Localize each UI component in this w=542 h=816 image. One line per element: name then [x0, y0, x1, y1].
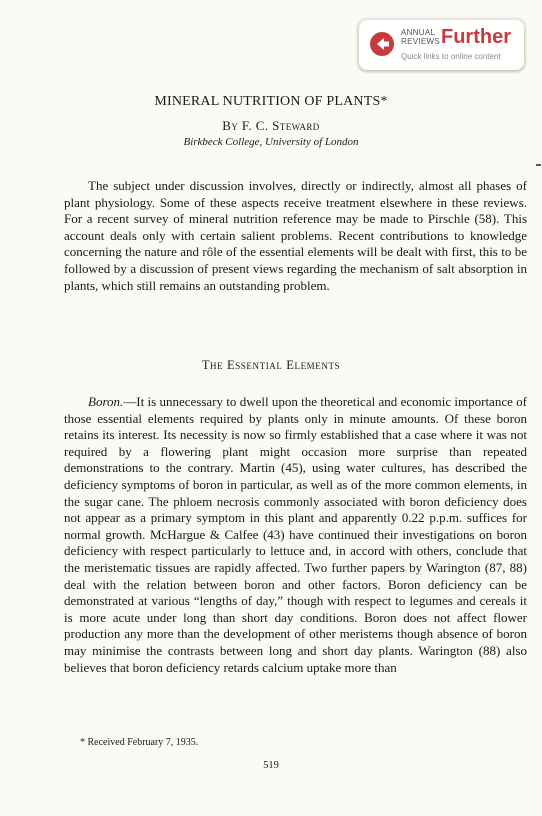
footnote: * Received February 7, 1935.: [80, 737, 199, 748]
badge-subtitle: Quick links to online content: [401, 52, 501, 61]
boron-run-in-heading: Boron.: [88, 394, 124, 409]
further-links-badge[interactable]: [359, 20, 524, 70]
author-affiliation: Birkbeck College, University of London: [183, 136, 359, 148]
boron-paragraph: [64, 394, 527, 676]
article-author: By F. C. Steward: [222, 118, 320, 133]
badge-reviews-label: REVIEWS: [401, 37, 440, 46]
article-title: MINERAL NUTRITION OF PLANTS*: [154, 94, 388, 109]
intro-paragraph: The subject under discussion involves, directly or indirectly, almost all phases of plant physiology. Some of these aspects receive treatment elsewhere in these reviews. For a recent survey of mineral nutrition reference may be made to Pirschle (58). This account deals only with certain salient problems. Recent contributions to knowledge concerning the nature and rôle of the essential elements will be dealt with first, this to be followed by a discussion of present views regarding the mechanism of salt absorption in plants, which still remains an outstanding problem.: [64, 178, 527, 293]
section-heading: The Essential Elements: [201, 358, 341, 372]
page-number: 519: [263, 760, 279, 771]
margin-mark: [536, 164, 541, 166]
further-arrow-icon: [369, 31, 395, 57]
boron-body-text: —It is unnecessary to dwell upon the theoretical and economic importance of those essential elements required by plants only in minute amounts. Of these boron retains its interest. Its necessity is now so firmly established that a case where it was not required by a flowering plant might occasion more surprise than repeated demonstrations to the contrary. Martin (45), using water cultures, has described the deficiency symptoms of boron in particular, as well as of the more common elements, in the sugar cane. The phloem necrosis commonly associated with boron deficiency does not appear as a primary symptom in this plant and apparently 0.22 p.p.m. suffices for normal growth. McHargue & Calfee (43) have continued their investigations on boron deficiency with respect particularly to lettuce and, in accord with others, conclude that the meristematic tissues are rapidly affected. Two further papers by Warington (87, 88) deal with the relation between boron and other factors. Boron deficiency can be demonstrated at various “lengths of day,” though with respect to legumes and cereals it is more acute under long than short day conditions. Boron does not affect flower production any more than the development of other meristems though absence of boron may minimise the contrasts between long and short day plants. Warington (88) also believes that boron deficiency retards calcium uptake more than: [64, 394, 527, 675]
badge-annual-label: ANNUAL: [401, 28, 436, 37]
badge-further-label: Further: [441, 26, 511, 48]
